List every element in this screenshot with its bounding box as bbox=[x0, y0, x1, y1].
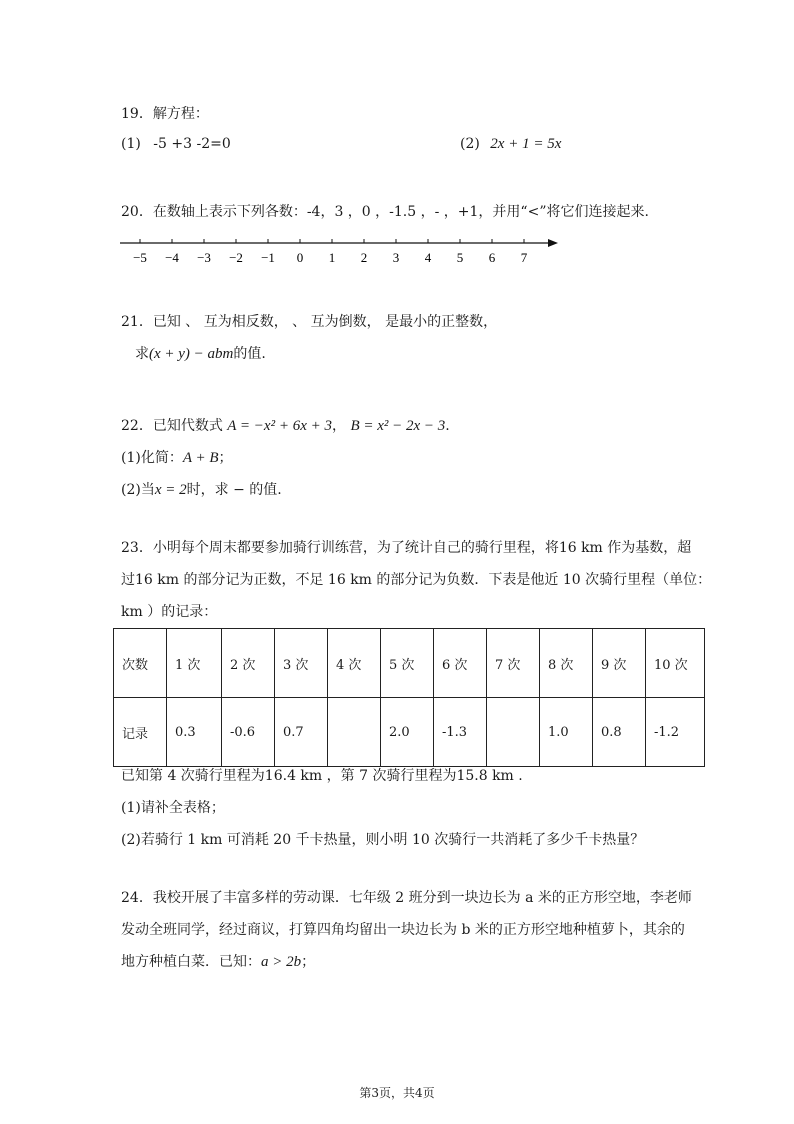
table-record-cell bbox=[328, 698, 381, 767]
q23-line1: 23．小明每个周末都要参加骑行训练营，为了统计自己的骑行里程，将16 km 作为基数，超 bbox=[121, 540, 692, 556]
q24-line1: 24．我校开展了丰富多样的劳动课．七年级 2 班分到一块边长为 a 米的正方形空地，李老师 bbox=[121, 890, 692, 906]
table-header-cell: 9 次 bbox=[593, 629, 646, 698]
table-header-cell: 8 次 bbox=[540, 629, 593, 698]
q21-expression: (x + y) − abm bbox=[149, 346, 234, 362]
q20-text: 20．在数轴上表示下列各数：-4，3 ，0 ，-1.5 ，- ，+1，并用“<”将它们连接起来. bbox=[121, 204, 649, 220]
q21-line2 bbox=[135, 344, 266, 364]
q22-expr-b: B = x² − 2x − 3 bbox=[350, 418, 446, 434]
q19-part1-label: (1) bbox=[121, 136, 141, 152]
number-line-tick-label: 2 bbox=[360, 250, 368, 265]
table-header-row bbox=[114, 629, 705, 698]
number-line-tick-label: −3 bbox=[197, 250, 211, 265]
table-header-cell: 1 次 bbox=[167, 629, 222, 698]
q22-end: . bbox=[445, 418, 450, 434]
number-line bbox=[120, 236, 560, 266]
table-header-cell: 2 次 bbox=[222, 629, 275, 698]
q22-part2 bbox=[121, 480, 282, 500]
q21-prefix: 求 bbox=[135, 346, 149, 362]
number-line-tick-label: 3 bbox=[392, 250, 400, 265]
mileage-table-wrapper bbox=[113, 628, 705, 767]
table-record-cell: -1.3 bbox=[434, 698, 487, 767]
q22-sep: ， bbox=[331, 418, 346, 434]
q19-title: 19．解方程： bbox=[121, 106, 209, 122]
table-header-cell: 6 次 bbox=[434, 629, 487, 698]
table-record-cell: -1.2 bbox=[646, 698, 705, 767]
table-header-cell: 4 次 bbox=[328, 629, 381, 698]
number-line-tick-label: −4 bbox=[165, 250, 179, 265]
table-header-cell: 5 次 bbox=[381, 629, 434, 698]
table-record-cell: 0.8 bbox=[593, 698, 646, 767]
number-line-tick-label: 7 bbox=[520, 250, 528, 265]
q22-part2-suffix: 时，求 − 的值. bbox=[186, 482, 282, 498]
q19-part2-label: (2) bbox=[460, 136, 480, 152]
q22-part2-prefix: (2)当 bbox=[121, 482, 155, 498]
q24-expression: a > 2b bbox=[261, 954, 302, 970]
number-line-tick-label: 0 bbox=[296, 250, 304, 265]
number-line-tick-label: 6 bbox=[488, 250, 496, 265]
table-header-cell: 次数 bbox=[114, 629, 167, 698]
q21-line1: 21．已知 、 互为相反数， 、 互为倒数， 是最小的正整数， bbox=[121, 314, 498, 330]
q19-part1-equation: -5 +3 -2=0 bbox=[153, 136, 231, 152]
table-record-cell bbox=[487, 698, 540, 767]
q19-part2-equation: 2x + 1 = 5x bbox=[490, 136, 562, 152]
q23-after1: 已知第 4 次骑行里程为16.4 km ，第 7 次骑行里程为15.8 km . bbox=[121, 768, 523, 784]
number-line-tick-label: 1 bbox=[328, 250, 336, 265]
table-record-row bbox=[114, 698, 705, 767]
table-header-cell: 10 次 bbox=[646, 629, 705, 698]
q19-part2 bbox=[460, 134, 561, 154]
number-line-tick-label: −2 bbox=[229, 250, 243, 265]
q23-after3: (2)若骑行 1 km 可消耗 20 千卡热量，则小明 10 次骑行一共消耗了多少千卡热量？ bbox=[121, 832, 645, 848]
number-line-tick-label: 5 bbox=[456, 250, 464, 265]
table-record-cell: 记录 bbox=[114, 698, 167, 767]
q22-part1-suffix: ； bbox=[218, 450, 233, 466]
q22-prefix: 22．已知代数式 bbox=[121, 418, 223, 434]
q23-after2: (1)请补全表格； bbox=[121, 800, 225, 816]
table-record-cell: -0.6 bbox=[222, 698, 275, 767]
q24-line3 bbox=[121, 952, 315, 972]
q22-part1-prefix: (1)化简： bbox=[121, 450, 183, 466]
table-record-cell: 0.3 bbox=[167, 698, 222, 767]
number-line-arrow-icon bbox=[548, 239, 558, 247]
q22-part2-expr: x = 2 bbox=[154, 482, 187, 498]
q19-part1 bbox=[121, 134, 231, 154]
table-record-cell: 1.0 bbox=[540, 698, 593, 767]
q22-expr-a: A = −x² + 6x + 3 bbox=[227, 418, 332, 434]
number-line-tick-label: −1 bbox=[261, 250, 275, 265]
table-record-cell: 2.0 bbox=[381, 698, 434, 767]
q24-prefix: 地方种植白菜．已知： bbox=[121, 954, 261, 970]
q23-line3: km ）的记录： bbox=[121, 604, 218, 620]
q24-suffix: ； bbox=[301, 954, 316, 970]
q24-line2: 发动全班同学，经过商议，打算四角均留出一块边长为 b 米的正方形空地种植萝卜，其余的 bbox=[121, 922, 685, 938]
table-record-cell: 0.7 bbox=[275, 698, 328, 767]
page-footer: 第3页，共4页 bbox=[359, 1086, 435, 1100]
q22-part1 bbox=[121, 448, 233, 468]
table-header-cell: 7 次 bbox=[487, 629, 540, 698]
q22-line1 bbox=[121, 416, 450, 436]
mileage-table bbox=[113, 628, 705, 767]
q21-suffix: 的值. bbox=[233, 346, 266, 362]
table-header-cell: 3 次 bbox=[275, 629, 328, 698]
number-line-tick-label: 4 bbox=[424, 250, 432, 265]
q22-part1-expr: A + B bbox=[182, 450, 219, 466]
number-line-tick-label: −5 bbox=[133, 250, 147, 265]
q23-line2: 过16 km 的部分记为正数，不足 16 km 的部分记为负数．下表是他近 10 次骑行里程（单位： bbox=[121, 572, 712, 588]
